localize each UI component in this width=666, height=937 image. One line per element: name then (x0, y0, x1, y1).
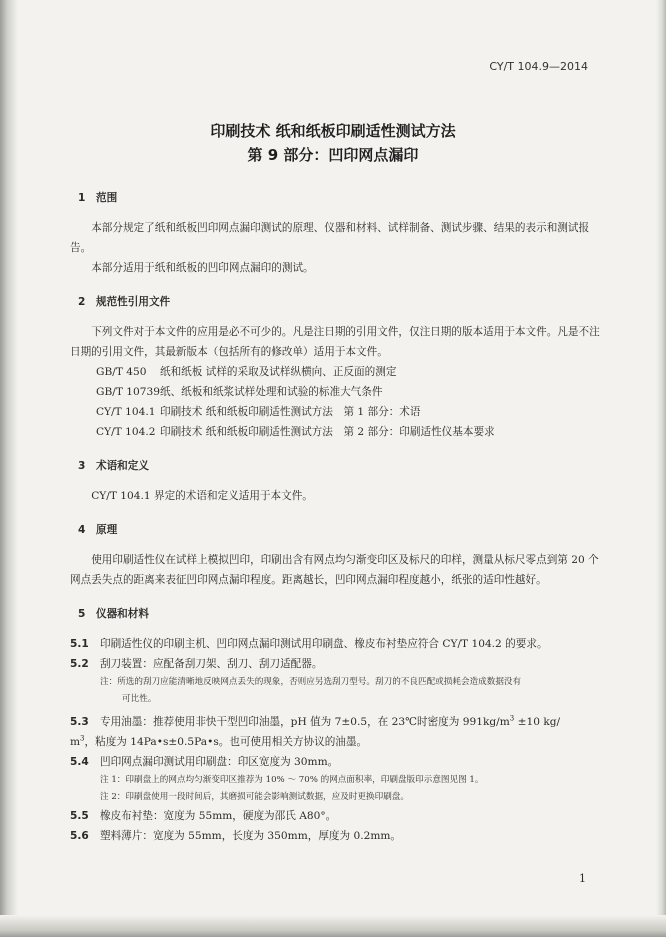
paragraph: 下列文件对于本文件的应用是必不可少的。凡是注日期的引用文件，仅注日期的版本适用于本文件。凡是不注日期的引用文件，其最新版本（包括所有的修改单）适用于本文件。 (70, 326, 600, 358)
section-heading-terms: 3 术语和定义 (78, 460, 149, 472)
reference-item: GB/T 10739纸、纸板和纸浆试样处理和试验的标准大气条件 (96, 386, 383, 398)
paragraph: 使用印刷适性仪在试样上模拟凹印，印刷出含有网点均匀渐变印区及标尺的印样，测量从标尺零点到第 20 个网点丢失点的距离来表征凹印网点漏印程度。距离越长，凹印网点漏印程度越小，纸张的适印性越好。 (70, 554, 599, 586)
reference-item: CY/T 104.1 印刷技术 纸和纸板印刷适性测试方法 第 1 部分：术语 (96, 406, 421, 418)
paragraph: CY/T 104.1 界定的术语和定义适用于本文件。 (91, 490, 313, 502)
document-subtitle: 第 9 部分：凹印网点漏印 (247, 146, 419, 164)
reference-item: GB/T 450 纸和纸板 试样的采取及试样纵横向、正反面的测定 (96, 366, 397, 378)
clause-5-3-continued: $m^3$，粘度为 14Pa•s±0.5Pa•s。也可使用相关方协议的油墨。 (70, 734, 368, 748)
paragraph: 本部分规定了纸和纸板凹印网点漏印测试的原理、仪器和材料、试样制备、测试步骤、结果的表示和测试报告。 (70, 222, 590, 254)
section-heading-normative-references: 2 规范性引用文件 (78, 296, 171, 308)
clause-5-6: 5.6 塑料薄片：宽度为 55mm，长度为 350mm，厚度为 0.2mm。 (70, 830, 402, 842)
scan-shadow-bottom (0, 915, 666, 937)
document-title: 印刷技术 纸和纸板印刷适性测试方法 (210, 122, 456, 140)
clause-5-5: 5.5 橡皮布衬垫：宽度为 55mm，硬度为邵氏 A80°。 (70, 810, 337, 822)
clause-5-3: 5.3 专用油墨：推荐使用非快干型凹印油墨，pH 值为 7±0.5，在 23℃时密度为 $991kg/m^3 \pm 10$ kg/ (70, 714, 561, 728)
paragraph: 本部分适用于纸和纸板的凹印网点漏印的测试。 (91, 262, 314, 274)
section-heading-scope: 1 范围 (78, 192, 118, 204)
note: 注 1：印刷盘上的网点均匀渐变印区推荐为 10% ～ 70% 的网点面积率，印刷盘版印示意图见图 1。 注 2：印刷盘使用一段时间后，其磨损可能会影响测试数据，应及时更换印刷盘。 (100, 775, 484, 802)
clause-5-4: 5.4 凹印网点漏印测试用印刷盘：印区宽度为 30mm。 (70, 756, 339, 768)
reference-item: CY/T 104.2 印刷技术 纸和纸板印刷适性测试方法 第 2 部分：印刷适性仪基本要求 (96, 426, 495, 438)
standard-code: CY/T 104.9—2014 (489, 60, 588, 73)
clause-5-1: 5.1 印刷适性仪的印刷主机、凹印网点漏印测试用印刷盘、橡皮布衬垫应符合 CY/T 104.2 的要求。 (70, 638, 548, 650)
document-body (70, 188, 600, 846)
section-heading-principle: 4 原理 (78, 524, 118, 536)
page-number: 1 (579, 872, 586, 885)
clause-5-2: 5.2 刮刀装置：应配备刮刀架、刮刀、刮刀适配器。 (70, 658, 323, 670)
note: 注：所选的刮刀应能清晰地反映网点丢失的现象，否则应另选刮刀型号。刮刀的不良匹配或损耗会造成数据没有 可比性。 (100, 677, 522, 704)
section-heading-apparatus: 5 仪器和材料 (78, 608, 149, 620)
